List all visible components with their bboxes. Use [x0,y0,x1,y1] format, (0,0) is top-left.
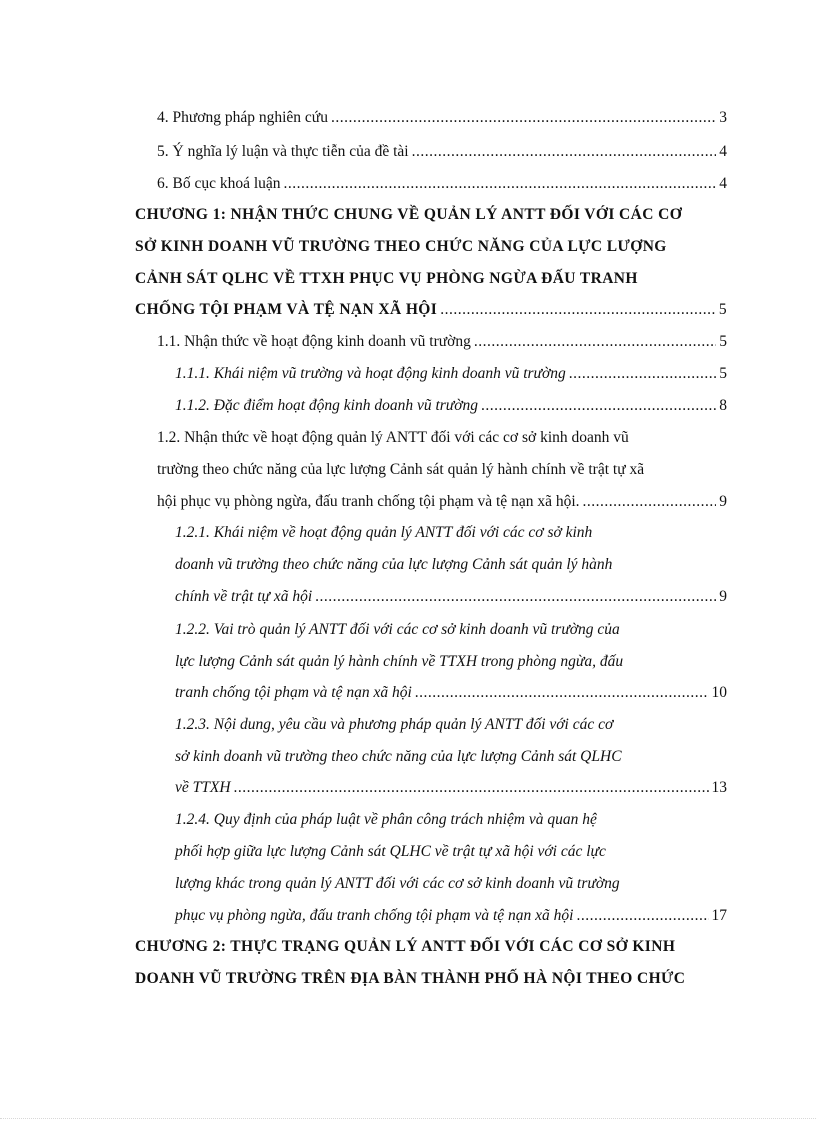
toc-entry-line: chính về trật tự xã hội [175,588,313,605]
toc-leader-dots [481,396,716,416]
toc-leader-dots [577,906,709,926]
toc-entry-line: 1.2. Nhận thức về hoạt động quản lý ANTT đối với các cơ sở kinh doanh vũ [157,429,629,446]
chapter-title-line: CHƯƠNG 2: THỰC TRẠNG QUẢN LÝ ANTT ĐỐI VỚI CÁC CƠ SỞ KINH [135,938,676,955]
toc-page-number: 5 [719,333,727,350]
toc-entry-line: tranh chống tội phạm và tệ nạn xã hội [175,684,412,701]
toc-leader-dots [440,300,716,320]
toc-entry-line: phục vụ phòng ngừa, đấu tranh chống tội phạm và tệ nạn xã hội [175,907,574,924]
toc-page-number: 3 [719,109,727,126]
toc-page-number: 13 [711,779,727,796]
toc-entry-5[interactable] [157,142,727,162]
toc-page-number: 9 [719,493,727,510]
toc-leader-dots [284,174,717,194]
toc-leader-dots [234,778,709,798]
toc-entry-line: trường theo chức năng của lực lượng Cảnh sát quản lý hành chính về trật tự xã [157,461,645,478]
toc-entry-line: 1.2.1. Khái niệm về hoạt động quản lý ANTT đối với các cơ sở kinh [175,524,593,541]
toc-entry-last-line [175,778,727,798]
toc-page-number: 10 [711,684,727,701]
toc-entry-line: doanh vũ trường theo chức năng của lực lượng Cảnh sát quản lý hành [175,556,613,573]
chapter-title-line: CHỐNG TỘI PHẠM VÀ TỆ NẠN XÃ HỘI [135,301,438,318]
toc-leader-dots [569,364,716,384]
toc-entry-last-line [157,492,727,512]
toc-leader-dots [315,587,716,607]
toc-entry-title: 1.1.1. Khái niệm vũ trường và hoạt động kinh doanh vũ trường [175,365,566,382]
chapter-title-line: CHƯƠNG 1: NHẬN THỨC CHUNG VỀ QUẢN LÝ ANTT ĐỐI VỚI CÁC CƠ [135,206,683,223]
toc-entry-title: 1.1.2. Đặc điểm hoạt động kinh doanh vũ trường [175,397,479,414]
toc-entry-title: 5. Ý nghĩa lý luận và thực tiễn của đề tài [157,143,409,160]
chapter-title-line: DOANH VŨ TRƯỜNG TRÊN ĐỊA BÀN THÀNH PHỐ HÀ NỘI THEO CHỨC [135,970,686,987]
toc-entry-line: sở kinh doanh vũ trường theo chức năng của lực lượng Cảnh sát QLHC [175,748,622,765]
chapter-title-last-line [135,300,727,320]
chapter-title-line: CẢNH SÁT QLHC VỀ TTXH PHỤC VỤ PHÒNG NGỪA ĐẤU TRANH [135,270,638,287]
toc-leader-dots [474,332,716,352]
toc-entry-last-line [175,587,727,607]
page-bottom-edge [0,1118,816,1119]
toc-leader-dots [412,142,717,162]
toc-entry-line: về TTXH [175,779,231,796]
toc-leader-dots [331,108,716,128]
toc-entry-1-1-1[interactable] [175,364,727,384]
toc-entry-title: 1.1. Nhận thức về hoạt động kinh doanh vũ trường [157,333,471,350]
toc-entry-title: 4. Phương pháp nghiên cứu [157,109,328,126]
toc-entry-line: 1.2.4. Quy định của pháp luật về phân công trách nhiệm và quan hệ [175,811,597,828]
toc-entry-line: phối hợp giữa lực lượng Cảnh sát QLHC về trật tự xã hội với các lực [175,843,606,860]
toc-page-number: 17 [711,907,727,924]
toc-entry-line: lượng khác trong quản lý ANTT đối với các cơ sở kinh doanh vũ trường [175,875,620,892]
toc-entry-last-line [175,906,727,926]
toc-entry-line: 1.2.2. Vai trò quản lý ANTT đối với các cơ sở kinh doanh vũ trường của [175,621,620,638]
toc-page-number: 4 [719,143,727,160]
toc-page-number: 9 [719,588,727,605]
toc-page-number: 4 [719,175,727,192]
toc-entry-line: lực lượng Cảnh sát quản lý hành chính về TTXH trong phòng ngừa, đấu [175,653,624,670]
toc-entry-1-1[interactable] [157,332,727,352]
toc-leader-dots [415,683,709,703]
toc-entry-line: hội phục vụ phòng ngừa, đấu tranh chống tội phạm và tệ nạn xã hội. [157,493,580,510]
toc-entry-4[interactable] [157,108,727,128]
toc-leader-dots [583,492,717,512]
toc-entry-1-1-2[interactable] [175,396,727,416]
toc-page-number: 5 [719,365,727,382]
toc-entry-6[interactable] [157,174,727,194]
toc-entry-title: 6. Bố cục khoá luận [157,175,281,192]
toc-entry-line: 1.2.3. Nội dung, yêu cầu và phương pháp quản lý ANTT đối với các cơ [175,716,614,733]
toc-entry-last-line [175,683,727,703]
toc-page-number: 5 [718,301,727,318]
chapter-title-line: SỞ KINH DOANH VŨ TRƯỜNG THEO CHỨC NĂNG CỦA LỰC LƯỢNG [135,238,667,255]
toc-page-number: 8 [719,397,727,414]
